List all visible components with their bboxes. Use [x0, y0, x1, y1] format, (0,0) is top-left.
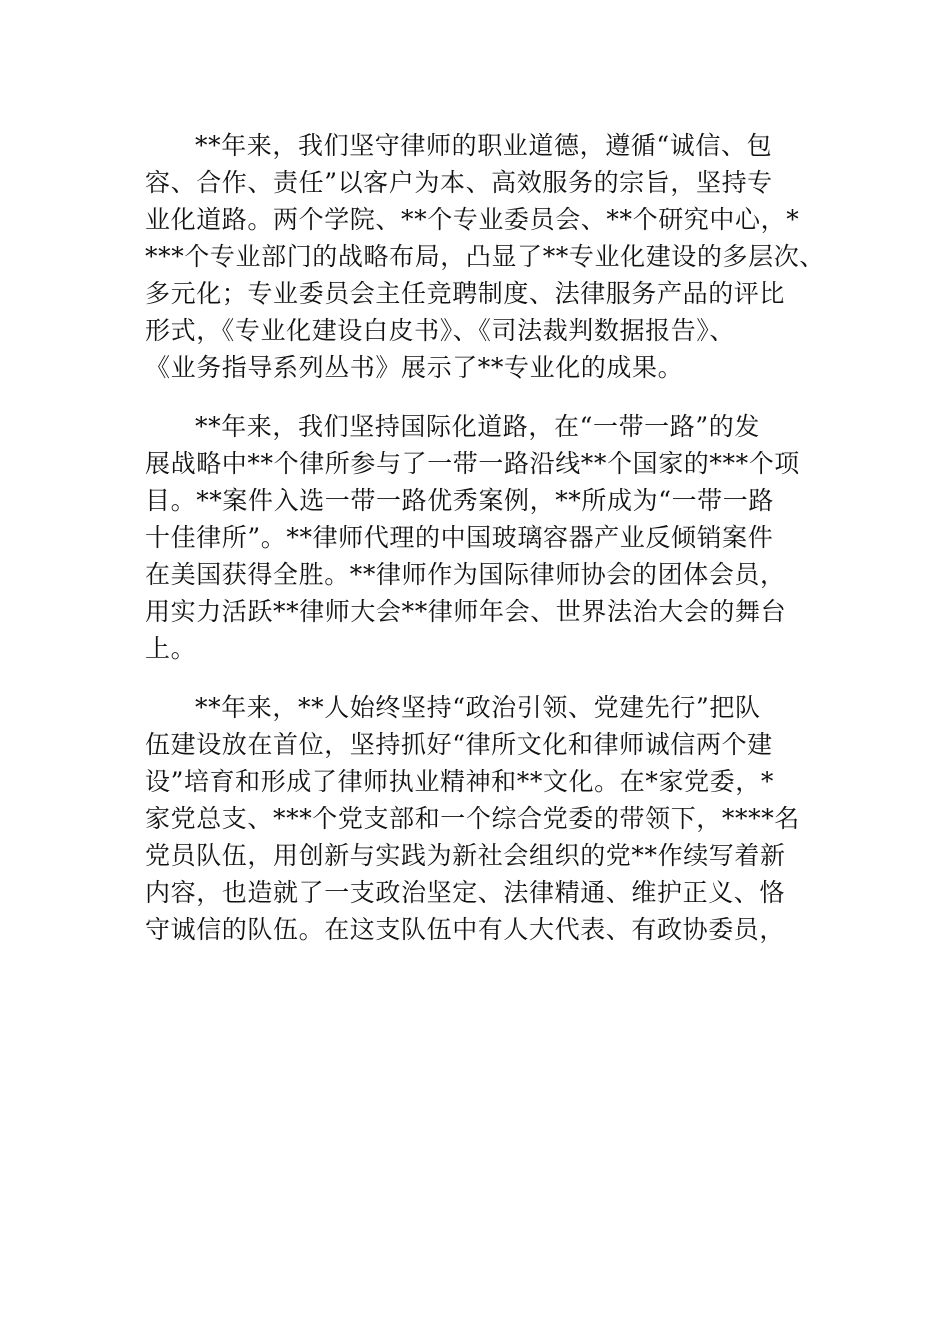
document-body — [145, 127, 825, 970]
text-line: 党员队伍，用创新与实践为新社会组织的党**作续写着新 — [145, 841, 786, 870]
text-line: ***个专业部门的战略布局，凸显了**专业化建设的多层次、 — [145, 242, 825, 271]
text-line: 十佳律所”。**律师代理的中国玻璃容器产业反倾销案件 — [145, 523, 774, 552]
text-line: 用实力活跃**律师大会**律师年会、世界法治大会的舞台 — [145, 597, 787, 626]
text-line: **年来，我们坚持国际化道路，在“一带一路”的发 — [195, 412, 760, 441]
text-line: 展战略中**个律所参与了一带一路沿线**个国家的***个项 — [145, 449, 800, 478]
paragraph-professionalization — [145, 127, 825, 386]
text-line: 形式，《专业化建设白皮书》、《司法裁判数据报告》、 — [145, 316, 736, 345]
paragraph-internationalization — [145, 408, 805, 667]
text-line: **年来，我们坚守律师的职业道德，遵循“诚信、包 — [195, 131, 773, 160]
text-line: 目。**案件入选一带一路优秀案例，**所成为“一带一路 — [145, 486, 774, 515]
text-line: 家党总支、***个党支部和一个综合党委的带领下，****名 — [145, 804, 800, 833]
text-line: 内容，也造就了一支政治坚定、法律精通、维护正义、恪 — [145, 878, 786, 907]
paragraph-party-building — [145, 689, 805, 948]
text-line: 设”培育和形成了律师执业精神和**文化。在*家党委，* — [145, 767, 774, 796]
text-line: **年来，**人始终坚持“政治引领、党建先行”把队 — [195, 693, 761, 722]
text-line: 伍建设放在首位，坚持抓好“律所文化和律师诚信两个建 — [145, 730, 773, 759]
text-line: 在美国获得全胜。**律师作为国际律师协会的团体会员， — [145, 560, 786, 589]
text-line: 《业务指导系列丛书》展示了**专业化的成果。 — [145, 353, 684, 382]
text-line: 上。 — [145, 634, 197, 663]
text-line: 容、合作、责任”以客户为本、高效服务的宗旨，坚持专 — [145, 168, 773, 197]
text-line: 业化道路。两个学院、**个专业委员会、**个研究中心，* — [145, 205, 800, 234]
text-line: 多元化；专业委员会主任竞聘制度、法律服务产品的评比 — [145, 279, 786, 308]
text-line: 守诚信的队伍。在这支队伍中有人大代表、有政协委员， — [145, 915, 786, 944]
